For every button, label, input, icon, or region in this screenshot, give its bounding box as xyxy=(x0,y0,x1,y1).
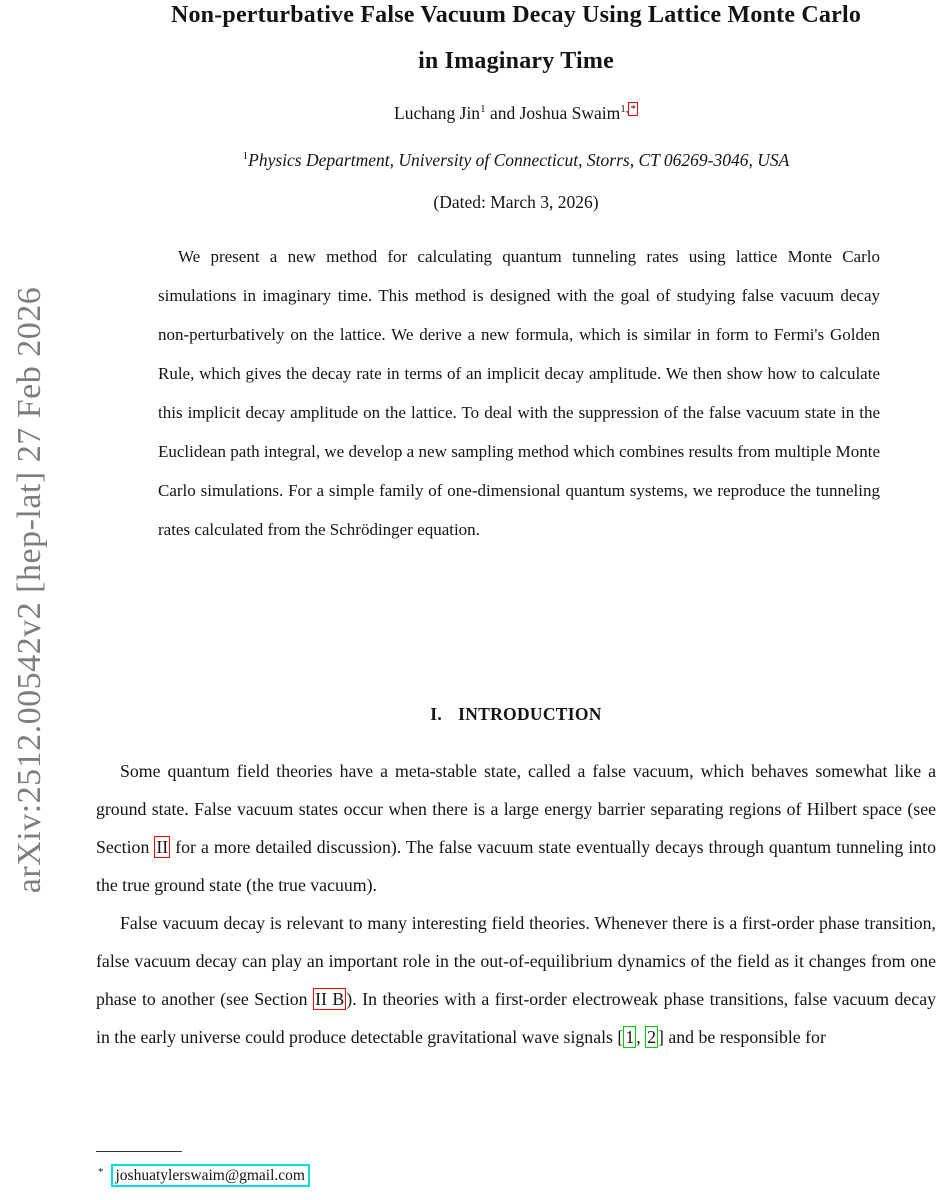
author-name-2: Joshua Swaim xyxy=(519,103,621,123)
intro-paragraph-1 xyxy=(96,752,936,904)
paragraph-2-text-after: ] and be responsible for xyxy=(657,1027,826,1047)
author-footnote-marker-link[interactable]: * xyxy=(630,103,636,115)
affiliation-line xyxy=(96,150,936,171)
intro-paragraph-2 xyxy=(96,904,936,1056)
affiliation-text: Physics Department, University of Connecticut, Storrs, CT 06269-3046, USA xyxy=(248,150,790,170)
section-iib-link[interactable]: II B xyxy=(315,989,345,1009)
affiliation-superscript: 1 xyxy=(242,150,249,162)
section-title: INTRODUCTION xyxy=(458,704,602,724)
footnote-marker: * xyxy=(98,1166,104,1178)
author-1-affiliation-superscript: 1 xyxy=(480,103,486,115)
paragraph-2-text: False vacuum decay is relevant to many interesting field theories. Whenever there is a first-order phase transition, false vacuum decay can play an important role in the out-of-equilibrium dynamics of the field as it changes from one phase to another (see Section xyxy=(96,913,936,1009)
author-conjunction: and xyxy=(485,103,520,123)
paragraph-1-text-after: for a more detailed discussion). The false vacuum state eventually decays through quantum tunneling into the true ground state (the true vacuum). xyxy=(96,837,936,895)
introduction-body xyxy=(96,752,936,1056)
section-number: I. xyxy=(430,704,443,724)
author-name-1: Luchang Jin xyxy=(394,103,481,123)
section-heading xyxy=(96,704,936,725)
footnote-email-link[interactable]: joshuatylerswaim@gmail.com xyxy=(111,1164,310,1187)
paper-title-line1: Non-perturbative False Vacuum Decay Using Lattice Monte Carlo xyxy=(170,2,862,28)
author-line xyxy=(96,103,936,124)
author-2-affiliation-superscript: 1, xyxy=(620,103,629,115)
citation-separator: , xyxy=(636,1027,646,1047)
citation-1-link[interactable]: 1 xyxy=(625,1027,635,1047)
abstract-paragraph: We present a new method for calculating quantum tunneling rates using lattice Monte Carlo simulations in imaginary time. This method is designed with the goal of studying false vacuum decay non-perturbatively on the lattice. We derive a new formula, which is similar in form to Fermi's Golden Rule, which gives the decay rate in terms of an implicit decay amplitude. We then show how to calculate this implicit decay amplitude on the lattice. To deal with the suppression of the false vacuum state in the Euclidean path integral, we develop a new sampling method which combines results from multiple Monte Carlo simulations. For a simple family of one-dimensional quantum systems, we reproduce the tunneling rates calculated from the Schrödinger equation. xyxy=(158,247,880,539)
footnote-rule xyxy=(96,1151,182,1152)
footnote xyxy=(98,1166,310,1185)
paper-title xyxy=(96,0,936,84)
paper-title-line2: in Imaginary Time xyxy=(418,48,614,74)
paragraph-1-text: Some quantum field theories have a meta-stable state, called a false vacuum, which behaves somewhat like a ground state. False vacuum states occur when there is a large energy barrier separating regions of Hilbert space (see Section xyxy=(96,761,936,857)
citation-2-link[interactable]: 2 xyxy=(647,1027,656,1047)
section-ii-link[interactable]: II xyxy=(156,837,169,857)
dateline: (Dated: March 3, 2026) xyxy=(433,192,599,212)
paragraph-2-text-mid: ). In theories with a first-order electroweak phase transitions, false vacuum decay in the early universe could produce detectable gravitational wave signals [ xyxy=(96,989,936,1047)
arxiv-banner: arXiv:2512.00542v2 [hep-lat] 27 Feb 2026 xyxy=(11,286,48,894)
